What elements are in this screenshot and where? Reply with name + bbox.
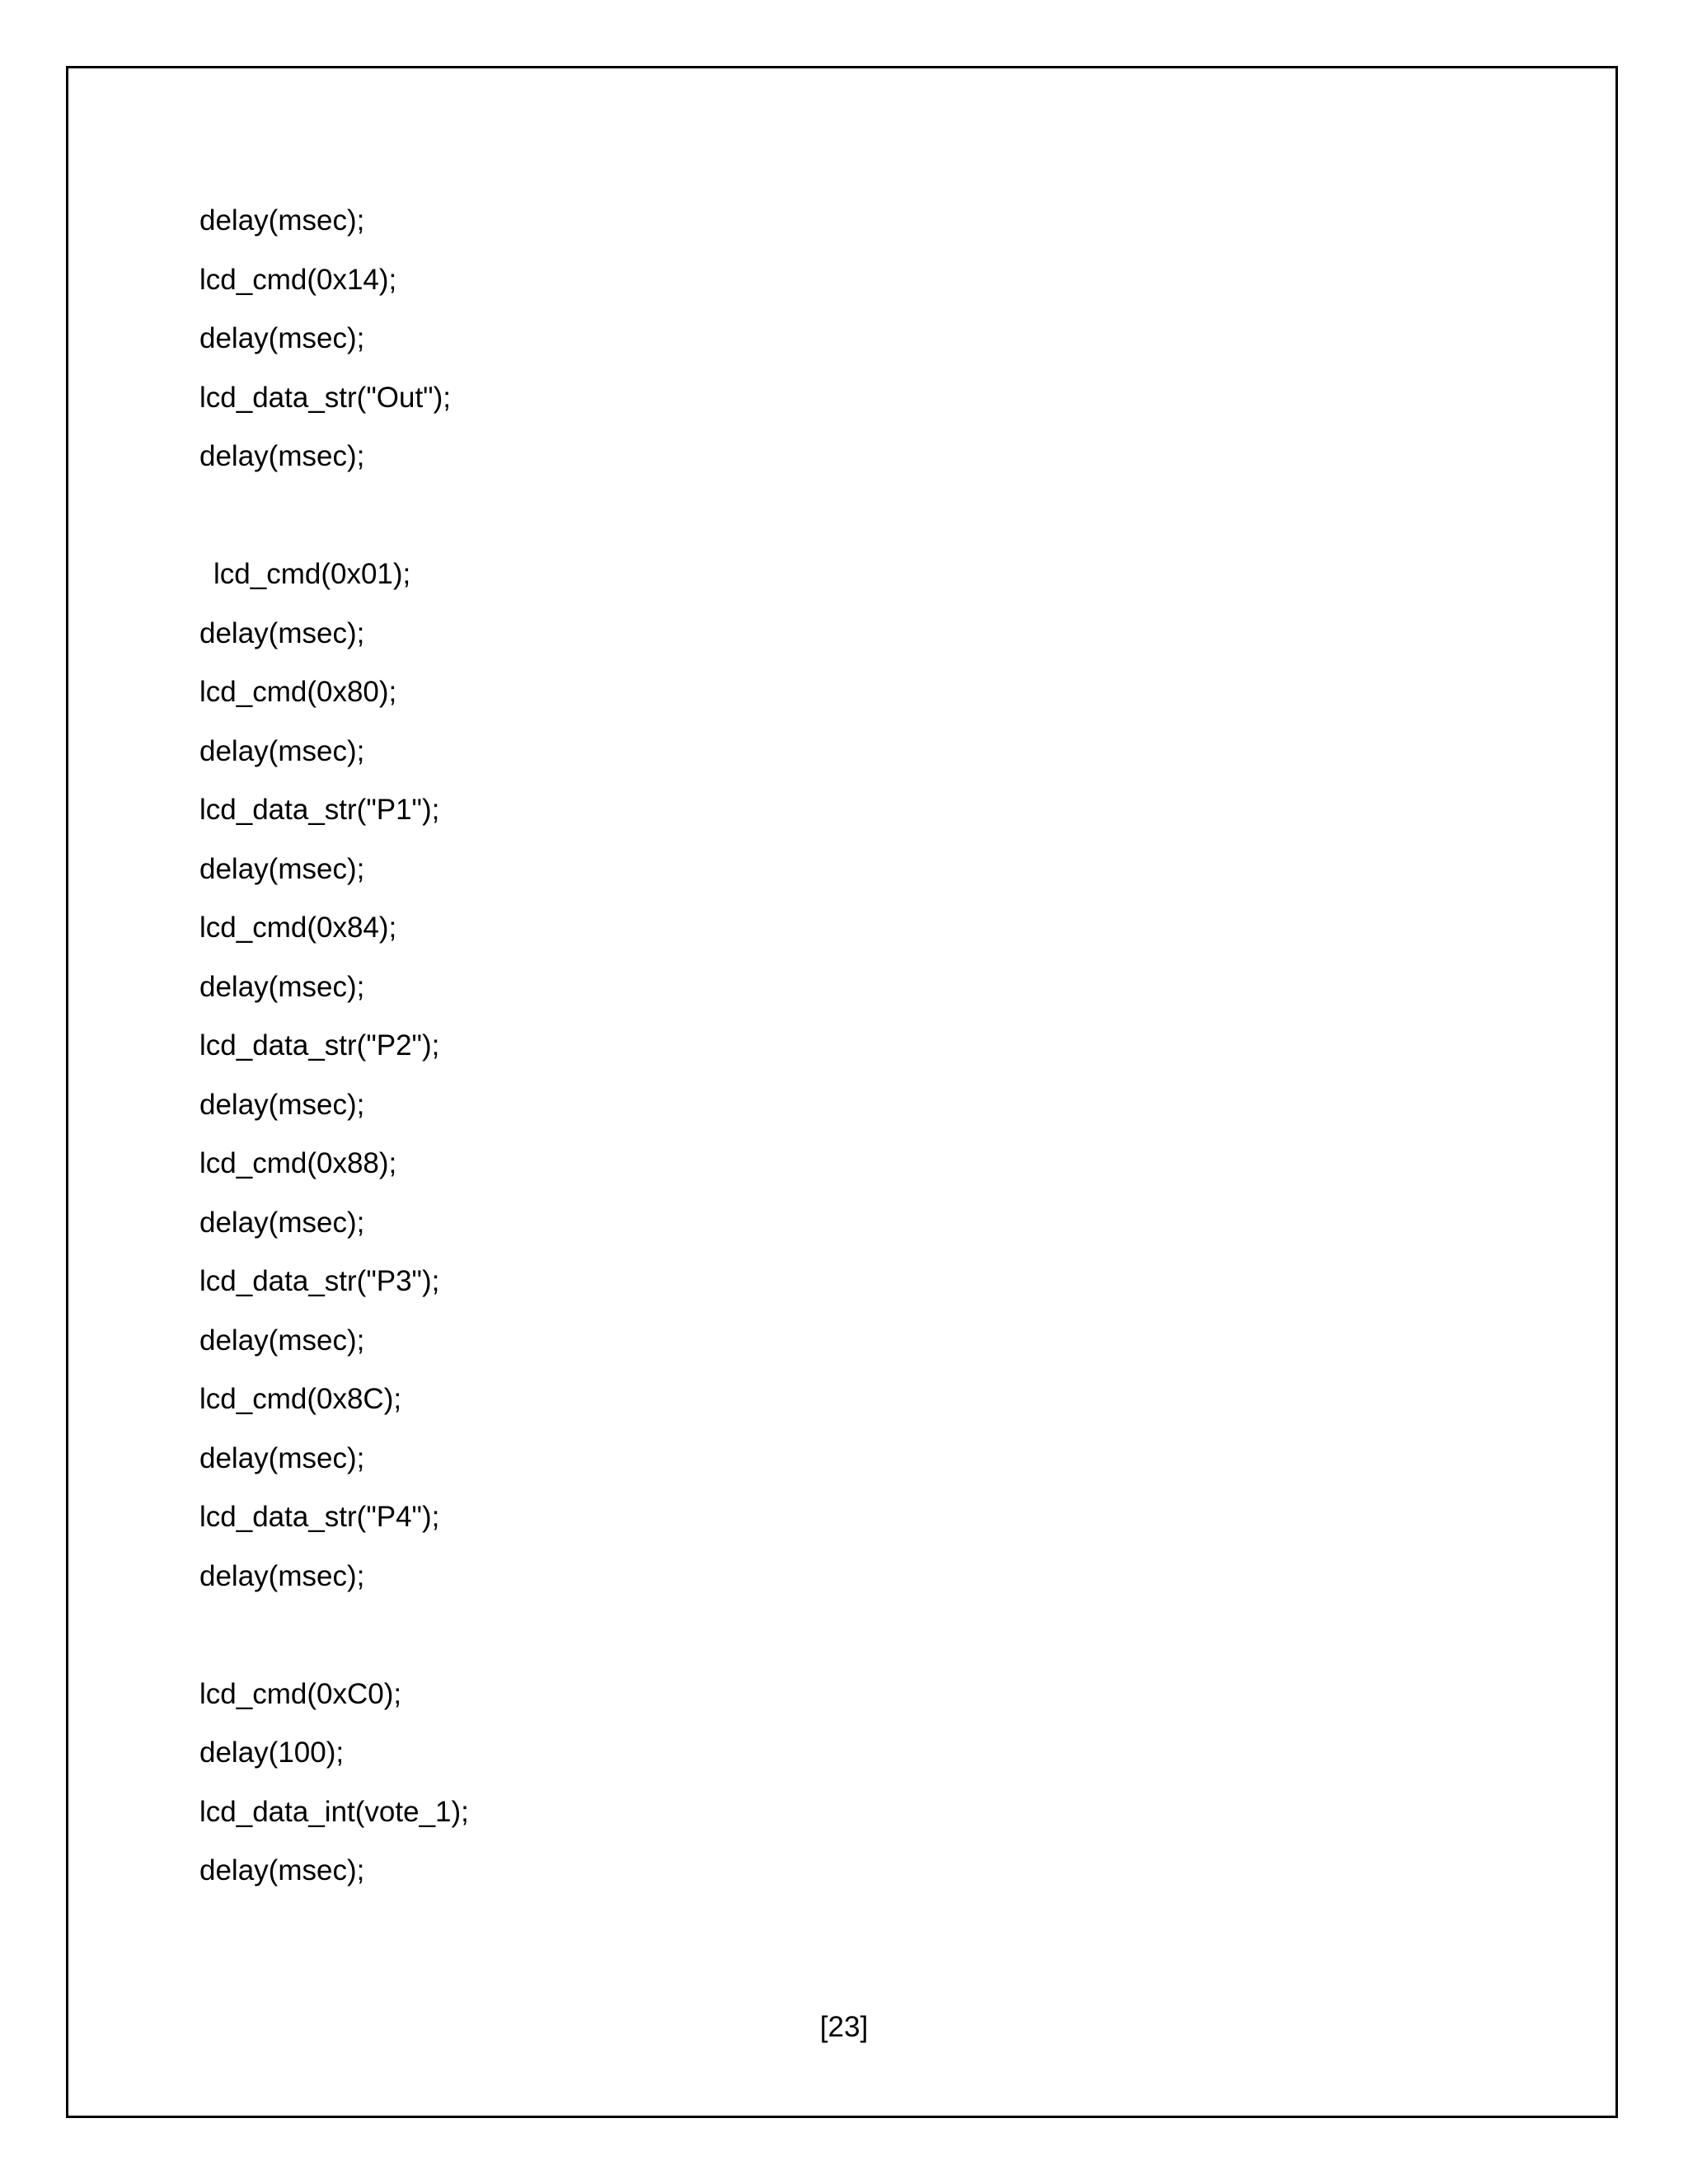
code-line: lcd_data_str("P3"); bbox=[199, 1265, 440, 1297]
code-line: lcd_data_str("P2"); bbox=[199, 1029, 440, 1062]
code-line: delay(msec); bbox=[199, 1206, 365, 1239]
code-line: delay(msec); bbox=[199, 1324, 365, 1357]
code-line: lcd_data_str("Out"); bbox=[199, 381, 451, 414]
code-line: lcd_cmd(0x88); bbox=[199, 1147, 397, 1179]
code-line: lcd_cmd(0x8C); bbox=[199, 1383, 402, 1415]
code-line: lcd_cmd(0x01); bbox=[213, 558, 411, 590]
page-number: [23] bbox=[819, 2011, 869, 2043]
code-line: delay(100); bbox=[199, 1736, 345, 1769]
code-line: delay(msec); bbox=[199, 1441, 365, 1474]
code-line: delay(msec); bbox=[199, 852, 365, 885]
code-line: delay(msec); bbox=[199, 1088, 365, 1121]
blank-line bbox=[199, 1605, 1436, 1665]
code-line: delay(msec); bbox=[199, 1854, 365, 1886]
code-line: delay(msec); bbox=[199, 970, 365, 1003]
code-line: delay(msec); bbox=[199, 322, 365, 354]
code-line: lcd_cmd(0xC0); bbox=[199, 1677, 402, 1710]
code-line: lcd_cmd(0x14); bbox=[199, 263, 397, 296]
code-block bbox=[199, 191, 1436, 1900]
code-line: lcd_data_int(vote_1); bbox=[199, 1795, 469, 1828]
code-line: lcd_data_str("P4"); bbox=[199, 1501, 440, 1533]
code-line: delay(msec); bbox=[199, 734, 365, 767]
code-line: lcd_cmd(0x84); bbox=[199, 912, 397, 944]
blank-line bbox=[199, 486, 1436, 546]
code-line: lcd_data_str("P1"); bbox=[199, 794, 440, 826]
code-line: delay(msec); bbox=[199, 1559, 365, 1592]
code-line: delay(msec); bbox=[199, 204, 365, 237]
code-line: delay(msec); bbox=[199, 616, 365, 649]
code-line: lcd_cmd(0x80); bbox=[199, 676, 397, 708]
code-line: delay(msec); bbox=[199, 440, 365, 472]
